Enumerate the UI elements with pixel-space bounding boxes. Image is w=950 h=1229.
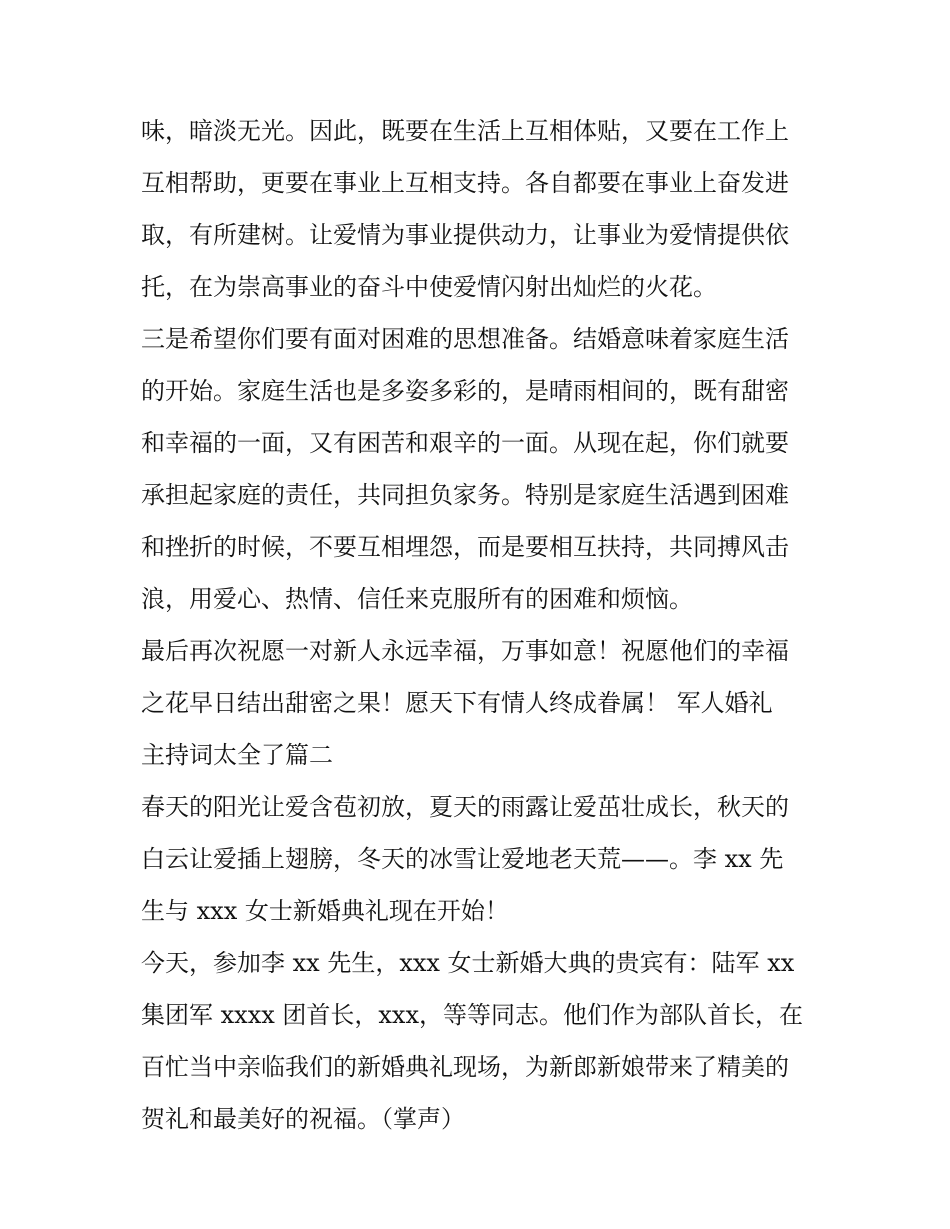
text-line: 白云让爱插上翅膀，冬天的冰雪让爱地老天荒——。李 xx 先 [141, 845, 784, 873]
text-line: 和挫折的时候，不要互相埋怨，而是要相互扶持，共同搏风击 [141, 533, 789, 561]
text-line: 三是希望你们要有面对困难的思想准备。结婚意味着家庭生活 [141, 325, 789, 353]
text-line: 浪，用爱心、热情、信任来克服所有的困难和烦恼。 [141, 585, 693, 613]
text-line: 百忙当中亲临我们的新婚典礼现场，为新郎新娘带来了精美的 [141, 1053, 789, 1081]
text-line: 托，在为崇高事业的奋斗中使爱情闪射出灿烂的火花。 [141, 273, 717, 301]
text-line: 春天的阳光让爱含苞初放，夏天的雨露让爱茁壮成长，秋天的 [141, 793, 789, 821]
text-line: 最后再次祝愿一对新人永远幸福，万事如意！祝愿他们的幸福 [141, 637, 789, 665]
section-heading: 主持词太全了篇二 [141, 741, 333, 769]
text-line: 承担起家庭的责任，共同担负家务。特别是家庭生活遇到困难 [141, 481, 789, 509]
text-line: 味，暗淡无光。因此，既要在生活上互相体贴，又要在工作上 [141, 117, 789, 145]
text-line: 的开始。家庭生活也是多姿多彩的，是晴雨相间的，既有甜密 [141, 377, 789, 405]
text-line: 取，有所建树。让爱情为事业提供动力，让事业为爱情提供依 [141, 221, 789, 249]
text-line: 集团军 xxxx 团首长，xxx，等等同志。他们作为部队首长，在 [141, 1001, 804, 1029]
text-line: 互相帮助，更要在事业上互相支持。各自都要在事业上奋发进 [141, 169, 789, 197]
text-line: 之花早日结出甜密之果！愿天下有情人终成眷属！ 军人婚礼 [141, 689, 773, 717]
text-line: 贺礼和最美好的祝福。（掌声） [141, 1105, 465, 1133]
document-body [141, 110, 816, 1150]
text-line: 今天，参加李 xx 先生，xxx 女士新婚大典的贵宾有：陆军 xx [141, 949, 795, 977]
text-line: 和幸福的一面，又有困苦和艰辛的一面。从现在起，你们就要 [141, 429, 789, 457]
text-line: 生与 xxx 女士新婚典礼现在开始！ [141, 897, 509, 925]
